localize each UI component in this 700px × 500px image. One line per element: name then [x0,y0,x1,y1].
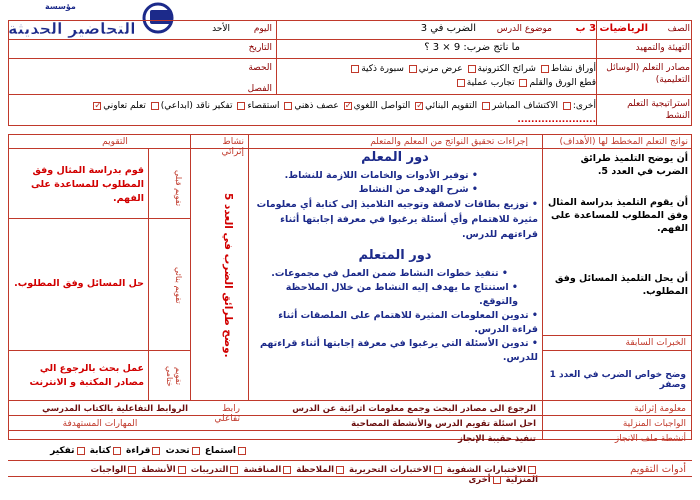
teacher-title: دور المعلم [361,150,429,165]
opt-paper[interactable]: قطع الورق والقلم [517,78,596,88]
intro-value: ما ناتج ضرب: 9 × 3 ؟ [424,42,520,53]
tool-homework[interactable]: الواجبات المنزلية [90,465,538,485]
tool-exercises[interactable]: التدريبات [191,465,241,475]
strategy-dots: ....................... [517,115,596,125]
sources-label: مصادر التعلم (الوسائل التعليمية) [606,63,690,85]
tool-other[interactable]: أخرى [469,475,503,485]
tool-observe[interactable]: الملاحظة [296,465,346,475]
outcome-2: أن يقوم التلميذ بدراسة المثال وفق المطلوب للمساعدة على الفهم. [548,197,688,234]
skill-speak[interactable]: تحدث [166,446,202,456]
link-label: رابط تفاعلي [214,404,240,424]
teacher-step-1: • توفير الأدوات والخامات اللازمة للنشاط. [284,170,478,181]
svg-text:التحاضير الحديثة: التحاضير الحديثة [8,19,136,38]
day-label: اليوم [253,24,272,34]
strategy-options [10,99,596,127]
sources-options [280,62,596,90]
prior-value: وضح خواص الضرب في العدد 1 وصفر [549,370,686,390]
homework-value: احل اسئلة تقويم الدرس والأنشطة المصاحبة [351,419,536,429]
subject-label: موضوع الدرس [496,24,552,34]
assess-3: عمل بحث بالرجوع الي مصادر المكتبة و الانترنت [29,363,144,388]
learner-step-1: • تنفيذ خطوات النشاط ضمن العمل في مجموعات. [271,268,508,279]
learner-step-4: • تدوين الأسئلة التي يرغبوا في معرفة إجابتها أثناء قراءتهم للدرس. [259,338,538,363]
learner-title: دور المتعلم [358,248,432,263]
class-value: الرياضيات 3 ب [575,23,648,34]
class-label: الصف [667,24,690,34]
session-label: الحصة [248,63,272,73]
learner-step-2: • استنتاج ما يهدف إليه النشاط من خلال الملاحظة والتوقع. [285,282,518,307]
col-procedures: إجراءات تحقيق النواتج من المعلم والمتعلم [370,137,528,147]
portfolio-value: تنفيذ حقيبة الإنجاز [457,434,536,444]
enrich-label: معلومة إثرائية [634,404,686,414]
opt-critical[interactable]: تفكير ناقد (ابداعي) [149,101,233,111]
col-assessment: التقويم [102,137,128,147]
opt-video[interactable]: عرض مرني [407,64,463,74]
strategy-other: أخرى: [572,101,596,111]
tool-written[interactable]: الاختبارات التحريرية [349,465,444,475]
strategy-label: استراتيجية التعلم النشط [627,99,690,121]
opt-formative[interactable]: التقويم البنائي✓ [413,101,477,111]
intro-label: التهيئة والتمهيد [635,43,690,53]
tool-oral[interactable]: الاختبارات الشفوية [447,465,538,475]
assess-label-1: تقويم قبلي [174,169,183,207]
opt-experiments[interactable]: تجارب عملية [455,78,515,88]
homework-label: الواجبات المنزلية [622,419,686,429]
assess-label-3: تقويم ختامي [165,365,183,387]
teacher-step-2: • شرح الهدف من النشاط [358,184,478,195]
day-value: الأحد [212,24,230,34]
col-activity: نشاط إثرائي [221,137,244,157]
link-value: الروابط التفاعلية بالكتاب المدرسي [42,404,188,414]
tools-options [60,465,538,485]
skill-read[interactable]: قراءة [126,446,163,456]
tools-label: أدوات التقويم [630,464,686,475]
assess-2: حل المسائل وفق المطلوب. [14,278,144,289]
skill-write[interactable]: كتابة [90,446,123,456]
tool-discuss[interactable]: المناقشة [243,465,293,475]
col-outcomes: نواتج التعلم المخطط لها (الأهداف) [559,137,688,147]
opt-smartboard[interactable]: سبورة ذكية [349,64,404,74]
opt-slides[interactable]: شرائح الكترونية [466,64,536,74]
skills-options [12,446,248,456]
tool-activities[interactable]: الأنشطة [141,465,188,475]
skill-think[interactable]: تفكير [50,446,86,456]
subject-value: الضرب في 3 [420,23,476,34]
skill-listen[interactable]: استماع [205,446,248,456]
opt-cooperative[interactable]: تعلم تعاوني✓ [91,101,146,111]
date-label: التاريخ [248,43,272,53]
outcome-1: أن يوضح التلميذ طرائق الضرب في العدد 5. [580,153,688,177]
logo-top: مؤسسة [45,2,76,11]
learner-step-3: • تدوين المعلومات المثيرة للاهتمام على الملصقات أثناء قراءة الدرس. [278,310,538,335]
opt-inquiry[interactable]: استقصاء [235,101,279,111]
opt-brainstorm[interactable]: عصف ذهني [282,101,338,111]
procedures-cell [252,150,538,365]
assess-label-2: تقويم بنائي [174,266,183,304]
activity-text: وضح طرائق الضرب في العدد 5. [222,192,234,358]
teacher-step-3: • توزيع بطاقات لاصقة وتوجيه التلاميذ إلى كتابة أي معلومات مثيرة للاهتمام وأي أسئلة يرغبوا في معرفة إجابتها أثناء قراءتهم للدرس. [256,199,538,240]
prior-label: الخبرات السابقة [625,338,686,348]
class2-label: الفصل [247,84,272,94]
outcome-3: أن يحل التلميذ المسائل وفق المطلوب. [555,273,688,297]
assess-1: قوم بدراسة المثال وفق المطلوب للمساعدة على الفهم. [30,165,144,204]
opt-worksheets[interactable]: أوراق نشاط [539,64,596,74]
skills-label: المهارات المستهدفة [62,419,138,429]
portfolio-label: أنشطة ملف الانجاز [614,434,686,444]
opt-language[interactable]: التواصل اللغوي✓ [342,101,411,111]
opt-discovery[interactable]: الاكتشاف المباشر [480,101,558,111]
enrich-value: الرجوع الى مصادر البحث وجمع معلومات اثرائية عن الدرس [292,404,536,414]
